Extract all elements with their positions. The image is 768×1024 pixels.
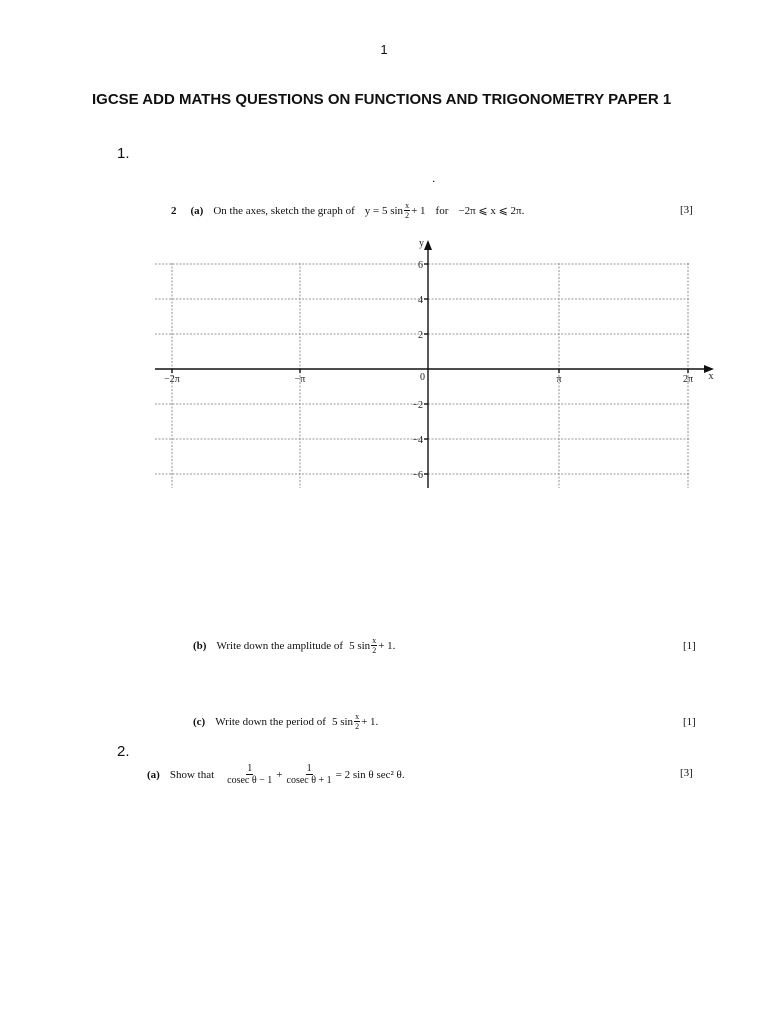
q2-part-a-label: (a) xyxy=(147,768,160,781)
fraction-numerator: 1 xyxy=(247,763,253,774)
x-tick-label: 2π xyxy=(682,374,694,385)
page-number: 1 xyxy=(380,42,388,57)
x-tick-label: π xyxy=(556,374,562,385)
part-c-marks: [1] xyxy=(683,716,696,728)
fraction-numerator: 1 xyxy=(306,763,312,774)
equation-lhs: y = 5 sin xyxy=(364,204,404,217)
range-word: for xyxy=(435,204,449,217)
origin-label: 0 xyxy=(420,372,425,383)
part-c-expr-rhs: + 1. xyxy=(361,715,379,728)
fraction-denominator: 2 xyxy=(355,722,360,731)
fraction-denominator: 2 xyxy=(372,646,377,655)
x-tick-label: −2π xyxy=(164,374,180,385)
q2-rhs: = 2 sin θ sec² θ. xyxy=(335,768,405,781)
x-axis-label: x xyxy=(708,371,714,382)
question-1c-line xyxy=(193,712,378,731)
q2-part-a-text: Show that xyxy=(169,768,215,781)
question-sub-number: 2 xyxy=(171,204,177,217)
part-c-text: Write down the period of xyxy=(215,715,326,728)
y-tick-label: −2 xyxy=(412,400,423,411)
part-a-marks: [3] xyxy=(680,204,693,216)
part-b-label: (b) xyxy=(193,639,207,652)
q2-plus: + xyxy=(276,768,283,781)
y-tick-label: 2 xyxy=(418,330,423,341)
part-b-text: Write down the amplitude of xyxy=(216,639,344,652)
part-b-expr-lhs: 5 sin xyxy=(349,639,371,652)
part-a-label: (a) xyxy=(190,204,204,217)
part-b-fraction xyxy=(371,636,377,655)
fraction-denominator: cosec θ − 1 xyxy=(227,775,273,786)
x-tick-label: −π xyxy=(294,374,306,385)
fraction-numerator: x xyxy=(405,201,410,210)
fraction-denominator: cosec θ + 1 xyxy=(286,775,332,786)
part-b-expr-rhs: + 1. xyxy=(378,639,396,652)
page-title: IGCSE ADD MATHS QUESTIONS ON FUNCTIONS AND TRIGONOMETRY PAPER 1 xyxy=(92,91,672,108)
part-c-fraction xyxy=(354,712,360,731)
fraction-numerator: x xyxy=(372,636,377,645)
y-tick-label: −6 xyxy=(412,470,423,481)
y-tick-label: 6 xyxy=(418,260,423,271)
question-2-number: 2. xyxy=(117,743,130,760)
fraction-denominator: 2 xyxy=(405,211,410,220)
question-1b-line xyxy=(193,636,395,655)
part-a-text: On the axes, sketch the graph of xyxy=(213,204,355,217)
stray-dot: . xyxy=(432,171,436,185)
q2-part-a-marks: [3] xyxy=(680,767,693,779)
fraction-numerator: x xyxy=(355,712,360,721)
equation-rhs: + 1 xyxy=(411,204,426,217)
y-axis-label: y xyxy=(419,238,424,249)
part-c-label: (c) xyxy=(193,715,206,728)
range-text: −2π ⩽ x ⩽ 2π. xyxy=(458,205,525,217)
part-b-marks: [1] xyxy=(683,640,696,652)
y-tick-label: −4 xyxy=(412,435,423,446)
part-c-expr-lhs: 5 sin xyxy=(331,715,354,728)
y-tick-label: 4 xyxy=(418,295,423,306)
q2-fraction-1 xyxy=(227,763,272,786)
question-2a-line xyxy=(147,763,405,786)
question-1-number: 1. xyxy=(117,145,130,162)
y-axis-arrowhead xyxy=(424,240,432,250)
q2-fraction-2 xyxy=(287,763,332,786)
